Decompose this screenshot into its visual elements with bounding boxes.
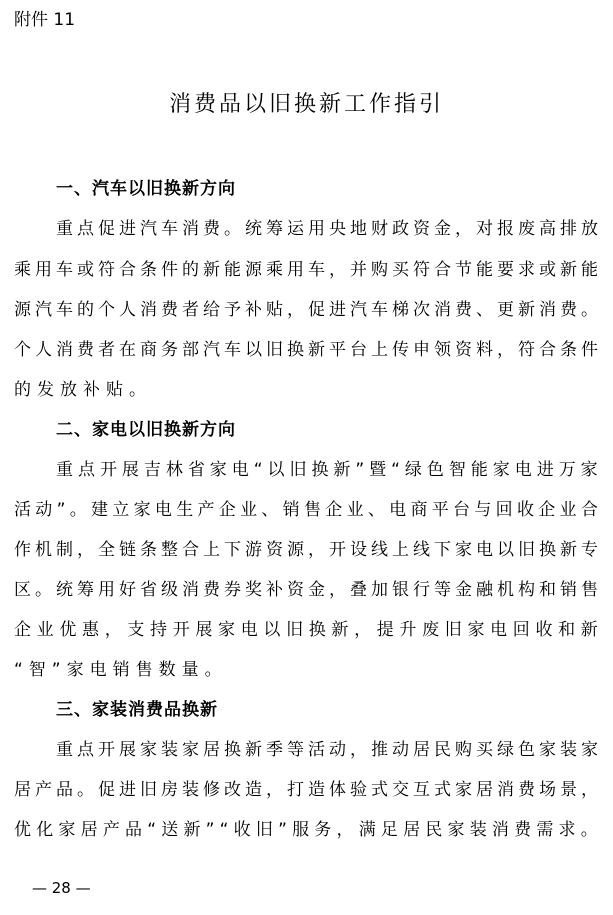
paragraph-line: 源 汽 车 的 个 人 消 费 者 给 予 补 贴 ， 促 进 汽 车 梯 次 消 费 、 更 新 消 费 。 bbox=[14, 300, 598, 320]
paragraph-line: 企 业 优 惠 ， 支 持 开 展 家 电 以 旧 换 新 ， 提 升 废 旧 家 电 回 收 和 新 bbox=[14, 620, 598, 640]
section-heading-home-decor: 三、家装消费品换新 bbox=[56, 700, 218, 720]
paragraph-line: 活 动 ” 。 建 立 家 电 生 产 企 业 、 销 售 企 业 、 电 商 平 台 与 回 收 企 业 合 bbox=[14, 500, 598, 520]
paragraph-line: 优 化 家 居 产 品 “ 送 新 ” “ 收 旧 ” 服 务 ， 满 足 居 民 家 装 消 费 需 求 。 bbox=[14, 820, 598, 840]
paragraph-line: 居 产 品 。 促 进 旧 房 装 修 改 造 ， 打 造 体 验 式 交 互 式 家 居 消 费 场 景 ， bbox=[14, 780, 598, 800]
paragraph-line: 重 点 促 进 汽 车 消 费 。 统 筹 运 用 央 地 财 政 资 金 ， 对 报 废 高 排 放 bbox=[56, 219, 598, 239]
paragraph-line: 重 点 开 展 吉 林 省 家 电 “ 以 旧 换 新 ” 暨 “ 绿 色 智 能 家 电 进 万 家 bbox=[56, 460, 598, 480]
paragraph-line: 重 点 开 展 家 装 家 居 换 新 季 等 活 动 ， 推 动 居 民 购 买 绿 色 家 装 家 bbox=[56, 740, 598, 760]
paragraph-line: 乘 用 车 或 符 合 条 件 的 新 能 源 乘 用 车 ， 并 购 买 符 合 节 能 要 求 或 新 能 bbox=[14, 260, 598, 280]
page-number: — 28 — bbox=[32, 879, 91, 897]
document-title: 消费品以旧换新工作指引 bbox=[168, 92, 444, 117]
paragraph-line: “智”家电销售数量。 bbox=[14, 660, 228, 680]
paragraph-line: 个 人 消 费 者 在 商 务 部 汽 车 以 旧 换 新 平 台 上 传 申 领 资 料 ， 符 合 条 件 bbox=[14, 340, 598, 360]
paragraph-line: 的发放补贴。 bbox=[14, 380, 152, 400]
paragraph-line: 区 。 统 筹 用 好 省 级 消 费 券 奖 补 资 金 ， 叠 加 银 行 等 金 融 机 构 和 销 售 bbox=[14, 580, 598, 600]
paragraph-line: 作 机 制 ， 全 链 条 整 合 上 下 游 资 源 ， 开 设 线 上 线 下 家 电 以 旧 换 新 专 bbox=[14, 540, 598, 560]
section-heading-appliance: 二、家电以旧换新方向 bbox=[56, 420, 236, 440]
section-heading-auto: 一、汽车以旧换新方向 bbox=[56, 179, 236, 199]
annex-label: 附件 11 bbox=[14, 10, 76, 30]
